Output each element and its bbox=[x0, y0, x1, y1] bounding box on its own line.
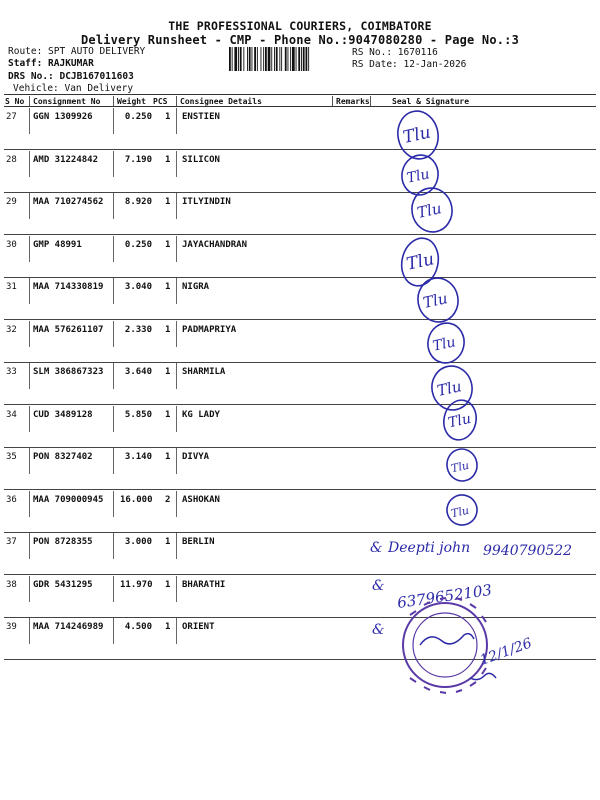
cell-consignment: GDR 5431295 bbox=[33, 579, 93, 590]
stamp-text: Tlu bbox=[405, 166, 432, 187]
cell-sno: 37 bbox=[6, 537, 17, 547]
cell-consignment: MAA 576261107 bbox=[33, 324, 104, 335]
vehicle-label: Vehicle: Van Delivery bbox=[13, 83, 134, 94]
cell-pcs: 1 bbox=[165, 324, 171, 335]
cell-weight: 7.190 bbox=[124, 154, 152, 165]
signature-phone: 9940790522 bbox=[483, 543, 573, 559]
cell-weight: 11.970 bbox=[120, 579, 153, 590]
staff-label: Staff: RAJKUMAR bbox=[8, 58, 94, 69]
stamp-text: Tlu bbox=[431, 334, 458, 355]
cell-consignment: CUD 3489128 bbox=[33, 409, 93, 420]
cell-consignment: MAA 710274562 bbox=[33, 197, 104, 207]
cell-consignee: SHARMILA bbox=[182, 367, 226, 377]
cell-pcs: 2 bbox=[165, 494, 171, 505]
drs-number: DRS No.: DCJB167011603 bbox=[8, 71, 134, 82]
cell-consignment: AMD 31224842 bbox=[33, 154, 99, 165]
cell-weight: 2.330 bbox=[124, 324, 152, 335]
cell-weight: 0.250 bbox=[124, 239, 152, 250]
tlu-stamp bbox=[428, 363, 475, 413]
cell-pcs: 1 bbox=[165, 282, 171, 292]
col-pcs: PCS bbox=[153, 97, 168, 106]
cell-weight: 8.920 bbox=[124, 197, 152, 207]
cell-sno: 38 bbox=[6, 579, 17, 590]
cell-consignment: MAA 714330819 bbox=[33, 282, 104, 292]
cell-consignment: PON 8327402 bbox=[33, 452, 93, 462]
col-remarks: Remarks bbox=[336, 97, 370, 106]
stamp-text: Tlu bbox=[421, 289, 450, 312]
cell-weight: 3.000 bbox=[124, 537, 152, 547]
seal-signature-scribble bbox=[420, 634, 474, 645]
cell-consignee: BERLIN bbox=[182, 537, 215, 547]
cell-sno: 36 bbox=[6, 494, 17, 505]
rs-date: RS Date: 12-Jan-2026 bbox=[352, 59, 467, 70]
company-seal-inner bbox=[413, 613, 477, 677]
cell-weight: 5.850 bbox=[124, 409, 152, 420]
cell-sno: 28 bbox=[6, 154, 17, 165]
stamp-text: Tlu bbox=[435, 377, 464, 400]
cell-weight: 0.250 bbox=[124, 112, 152, 122]
cell-sno: 33 bbox=[6, 367, 17, 377]
cell-weight: 4.500 bbox=[124, 622, 152, 632]
col-weight: Weight bbox=[117, 97, 146, 106]
company-seal bbox=[403, 603, 487, 687]
cell-weight: 3.140 bbox=[124, 452, 152, 462]
tick-mark: & bbox=[370, 540, 383, 556]
cell-consignment: GMP 48991 bbox=[33, 239, 82, 250]
cell-consignment: GGN 1309926 bbox=[33, 112, 93, 122]
runsheet-title: Delivery Runsheet - CMP - Phone No.:9047080280 - Page No.:3 bbox=[80, 33, 520, 47]
cell-consignee: NIGRA bbox=[182, 282, 210, 292]
cell-sno: 30 bbox=[6, 239, 17, 250]
stamp-text: Tlu bbox=[449, 503, 471, 521]
col-seal-signature: Seal & Signature bbox=[392, 97, 470, 106]
cell-pcs: 1 bbox=[165, 452, 171, 462]
stamp-text: Tlu bbox=[415, 199, 444, 222]
cell-pcs: 1 bbox=[165, 197, 171, 207]
tlu-stamp bbox=[444, 447, 479, 484]
cell-consignment: SLM 386867323 bbox=[33, 367, 104, 377]
signature-text: Deepti john bbox=[388, 540, 471, 556]
tlu-stamp bbox=[397, 235, 442, 289]
stamp-text: Tlu bbox=[449, 458, 471, 476]
tlu-stamp bbox=[440, 397, 480, 443]
cell-pcs: 1 bbox=[165, 239, 171, 250]
tlu-stamp bbox=[414, 275, 461, 325]
delivery-stamps bbox=[394, 108, 480, 528]
cell-sno: 35 bbox=[6, 452, 17, 462]
cell-consignee: ENSTIEN bbox=[182, 112, 220, 122]
cell-pcs: 1 bbox=[165, 622, 171, 632]
col-sno: S No bbox=[5, 97, 25, 106]
route-label: Route: SPT AUTO DELIVERY bbox=[8, 46, 146, 57]
cell-consignment: PON 8728355 bbox=[33, 537, 93, 547]
tlu-stamp bbox=[408, 185, 455, 235]
rs-number: RS No.: 1670116 bbox=[352, 47, 438, 58]
cell-consignee: ITLYINDIN bbox=[182, 197, 231, 207]
row38-number: 6379652103 bbox=[396, 580, 494, 612]
signed-date: 12/1/26 bbox=[477, 635, 535, 669]
cell-sno: 34 bbox=[6, 409, 17, 420]
cell-pcs: 1 bbox=[165, 112, 171, 122]
tick-mark: & bbox=[372, 622, 385, 638]
company-title: THE PROFESSIONAL COURIERS, COIMBATORE bbox=[168, 19, 432, 33]
stamp-text: Tlu bbox=[401, 122, 433, 148]
cell-sno: 27 bbox=[6, 112, 17, 122]
cell-weight: 16.000 bbox=[120, 494, 153, 505]
cell-consignee: ASHOKAN bbox=[182, 494, 220, 505]
row39-stamp bbox=[372, 598, 534, 693]
cell-consignment: MAA 714246989 bbox=[33, 622, 104, 632]
cell-consignee: BHARATHI bbox=[182, 579, 226, 590]
cell-sno: 39 bbox=[6, 622, 17, 632]
stamp-text: Tlu bbox=[404, 249, 437, 275]
cell-consignee: SILICON bbox=[182, 154, 220, 165]
cell-sno: 29 bbox=[6, 197, 17, 207]
cell-sno: 31 bbox=[6, 282, 17, 292]
cell-consignee: KG LADY bbox=[182, 409, 220, 420]
cell-consignee: ORIENT bbox=[182, 622, 215, 632]
tlu-stamp bbox=[444, 492, 480, 528]
cell-weight: 3.040 bbox=[124, 282, 152, 292]
cell-consignee: PADMAPRIYA bbox=[182, 324, 237, 335]
cell-weight: 3.640 bbox=[124, 367, 152, 377]
cell-sno: 32 bbox=[6, 324, 17, 335]
col-consignee-details: Consignee Details bbox=[180, 97, 262, 106]
cell-pcs: 1 bbox=[165, 154, 171, 165]
stamp-text: Tlu bbox=[446, 410, 473, 432]
tlu-stamp bbox=[394, 108, 442, 162]
cell-consignee: JAYACHANDRAN bbox=[182, 239, 248, 250]
row37-signature bbox=[370, 540, 572, 559]
cell-pcs: 1 bbox=[165, 537, 171, 547]
cell-pcs: 1 bbox=[165, 579, 171, 590]
tick-mark: & bbox=[372, 578, 385, 594]
cell-pcs: 1 bbox=[165, 409, 171, 420]
cell-pcs: 1 bbox=[165, 367, 171, 377]
col-consignment: Consignment No bbox=[33, 97, 101, 106]
tlu-stamp bbox=[424, 320, 468, 367]
cell-consignment: MAA 709000945 bbox=[33, 494, 104, 505]
cell-consignee: DIVYA bbox=[182, 452, 210, 462]
